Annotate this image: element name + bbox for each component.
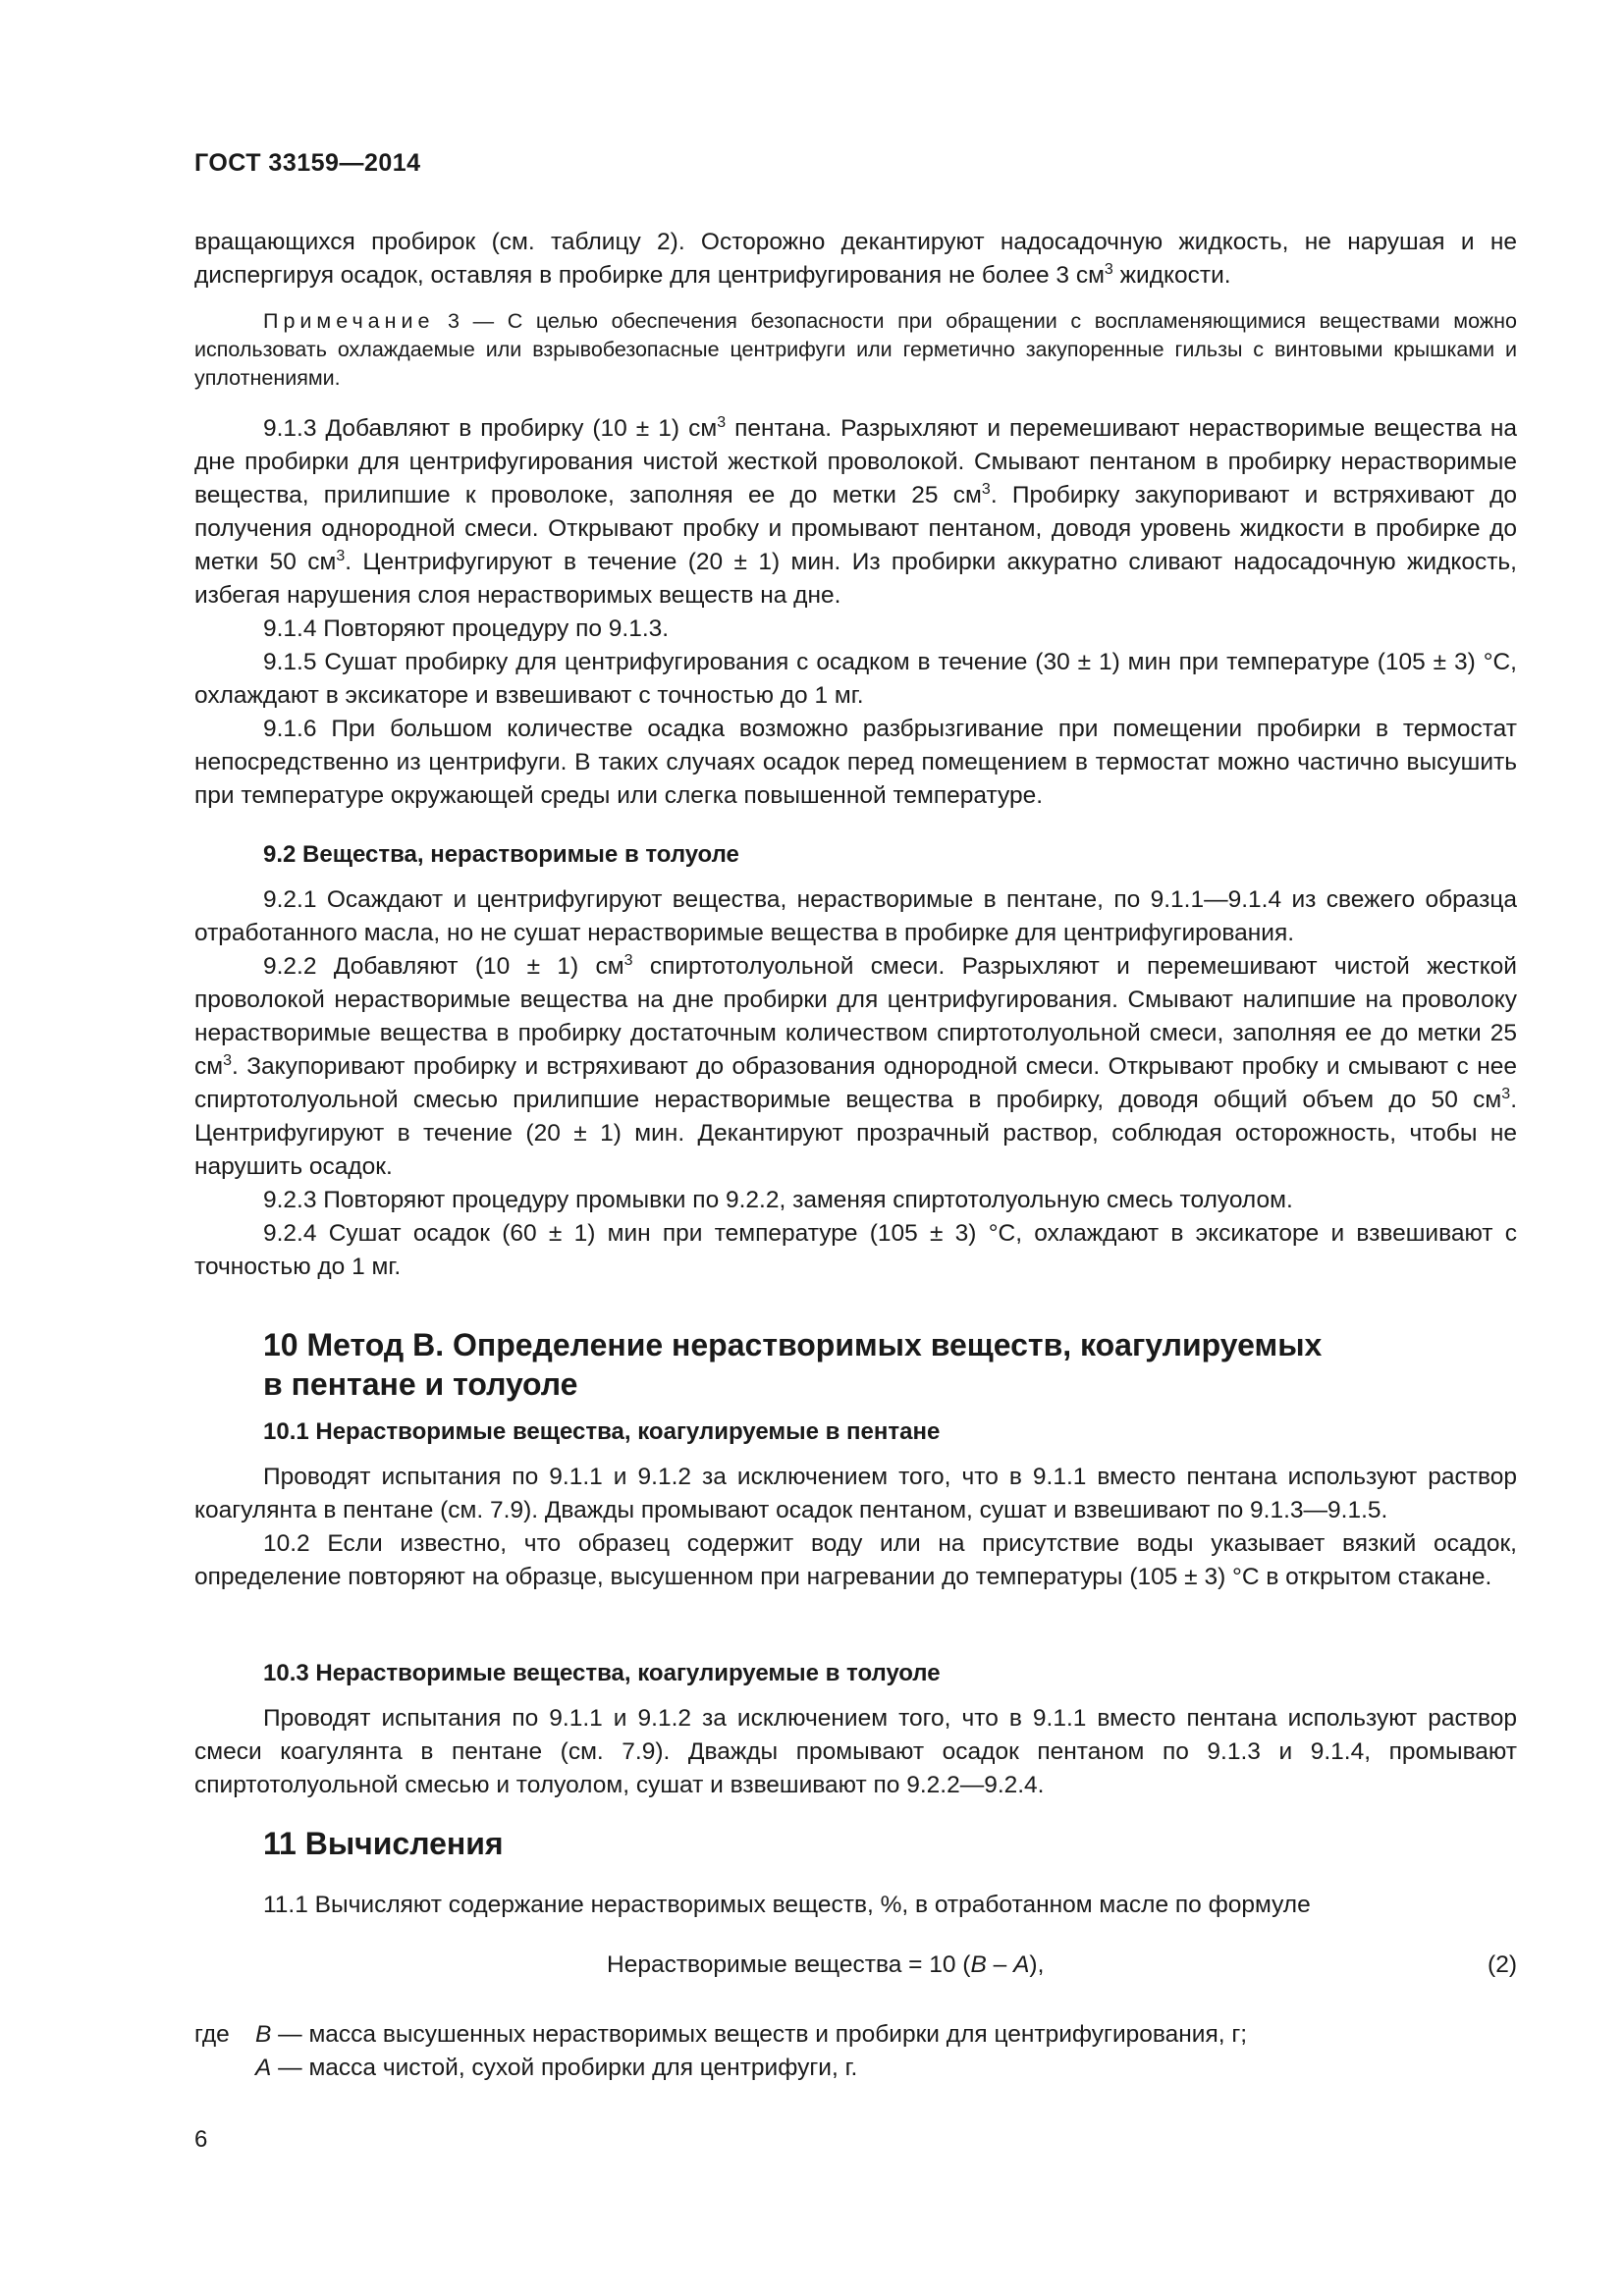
paragraph-9-2-3: 9.2.3 Повторяют процедуру промывки по 9.2.2, заменяя спиртотолуольную смесь толуолом. bbox=[263, 1187, 1293, 1213]
section-10 bbox=[194, 1415, 1517, 1594]
paragraph-9-2-1: 9.2.1 Осаждают и центрифугируют вещества, нерастворимые в пентане, по 9.1.1—9.1.4 из свежего образца отработанного масла, но не сушат нерастворимые вещества в пробирке для центрифугирования. bbox=[194, 886, 1517, 946]
paragraph-9-1-3: 9.1.3 Добавляют в пробирку (10 ± 1) $см^3$ пентана. Разрыхляют и перемешивают нерастворимые вещества на дне пробирки для центрифугирования чистой жесткой проволокой. Смывают пентаном в пробирку нерастворимые вещества, прилипшие к проволоке, заполняя ее до метки 25 $см^3$. Пробирку закупоривают и встряхивают до получения однородной смеси. Открывают пробку и промывают пентаном, доводя уровень жидкости в пробирке до метки 50 $см^3$. Центрифугируют в течение (20 ± 1) мин. Из пробирки аккуратно сливают надосадочную жидкость, избегая нарушения слоя нерастворимых веществ на дне. bbox=[194, 414, 1517, 609]
standard-header: ГОСТ 33159—2014 bbox=[194, 149, 421, 177]
paragraph-9-1-6: 9.1.6 При большом количестве осадка возможно разбрызгивание при помещении пробирки в термостат непосредственно из центрифуги. В таких случаях осадок перед помещением в термостат можно частично высушить при температуре окружающей среды или слегка повышенной температуре. bbox=[194, 716, 1517, 809]
page-number: 6 bbox=[194, 2126, 208, 2153]
section-9-1 bbox=[194, 412, 1517, 813]
section-11 bbox=[194, 1889, 1517, 1922]
paragraph-9-2-2: 9.2.2 Добавляют (10 ± 1) $см^3$ спиртотолуольной смеси. Разрыхляют и перемешивают чистой жесткой проволокой нерастворимые вещества на дне пробирки для центрифугирования. Смывают налипшие на проволоку нерастворимые вещества в пробирку достаточным количеством спиртотолуольной смеси, заполняя ее до метки 25 $см^3$. Закупоривают пробирку и встряхивают до образования однородной смеси. Открывают пробку и смывают с нее спиртотолуольной смесью прилипшие нерастворимые вещества в пробирку, доводя общий объем до 50 $см^3$. Центрифугируют в течение (20 ± 1) мин. Декантируют прозрачный раствор, соблюдая осторожность, чтобы не нарушить осадок. bbox=[194, 952, 1517, 1180]
intro-paragraph: вращающихся пробирок (см. таблицу 2). Осторожно декантируют надосадочную жидкость, не нарушая и не диспергируя осадок, оставляя в пробирке для центрифугирования не более 3 $см^3$ жидкости. bbox=[194, 229, 1517, 289]
formula-number: (2) bbox=[1488, 1951, 1517, 1978]
note-label: Примечание bbox=[263, 309, 435, 333]
formula-expression: Нерастворимые вещества = 10 (В – А), bbox=[607, 1951, 1045, 1978]
paragraph-10-3: Проводят испытания по 9.1.1 и 9.1.2 за исключением того, что в 9.1.1 вместо пентана используют раствор смеси коагулянта в пентане (см. 7.9). Дважды промывают осадок пентаном по 9.1.3 и 9.1.4, промывают спиртотолуольной смесью и толуолом, сушат и взвешивают по 9.2.2—9.2.4. bbox=[194, 1705, 1517, 1798]
section-10-1-title: 10.1 Нерастворимые вещества, коагулируемые в пентане bbox=[263, 1418, 941, 1445]
section-9-2 bbox=[194, 838, 1517, 1284]
paragraph-10-1: Проводят испытания по 9.1.1 и 9.1.2 за исключением того, что в 9.1.1 вместо пентана используют раствор коагулянта в пентане (см. 7.9). Дважды промывают осадок пентаном, сушат и взвешивают по 9.1.3—9.1.5. bbox=[194, 1464, 1517, 1523]
paragraph-9-2-4: 9.2.4 Сушат осадок (60 ± 1) мин при температуре (105 ± 3) °С, охлаждают в эксикаторе и взвешивают с точностью до 1 мг. bbox=[194, 1220, 1517, 1280]
legend-row-b: где В — масса высушенных нерастворимых веществ и пробирки для центрифугирования, г; bbox=[194, 2021, 1248, 2048]
section-10-title: 10 Метод В. Определение нерастворимых веществ, коагулируемых в пентане и толуоле bbox=[263, 1327, 1323, 1402]
paragraph-11-1: 11.1 Вычисляют содержание нерастворимых веществ, %, в отработанном масле по формуле bbox=[263, 1892, 1311, 1918]
paragraph-10-2: 10.2 Если известно, что образец содержит воду или на присутствие воды указывает вязкий осадок, определение повторяют на образце, высушенном при нагревании до температуры (105 ± 3) °С в открытом стакане. bbox=[194, 1530, 1517, 1590]
intro-section bbox=[194, 226, 1517, 293]
section-9-2-title: 9.2 Вещества, нерастворимые в толуоле bbox=[263, 841, 739, 868]
paragraph-9-1-4: 9.1.4 Повторяют процедуру по 9.1.3. bbox=[263, 615, 670, 642]
section-10-3 bbox=[194, 1657, 1517, 1802]
legend-row-a: А — масса чистой, сухой пробирки для центрифуги, г. bbox=[255, 2055, 858, 2081]
note-text: 3 — С целью обеспечения безопасности при обращении с воспламеняющимися веществами можно использовать охлаждаемые или взрывобезопасные центрифуги или герметично закупоренные гильзы с винтовыми крышками и уплотнениями. bbox=[194, 309, 1517, 390]
section-11-title: 11 Вычисления bbox=[263, 1826, 504, 1861]
formula-2 bbox=[194, 1951, 1517, 1985]
paragraph-9-1-5: 9.1.5 Сушат пробирку для центрифугирования с осадком в течение (30 ± 1) мин при температуре (105 ± 3) °С, охлаждают в эксикаторе и взвешивают с точностью до 1 мг. bbox=[194, 649, 1517, 709]
formula-legend bbox=[194, 2018, 1517, 2085]
note-3 bbox=[194, 307, 1517, 393]
section-10-3-title: 10.3 Нерастворимые вещества, коагулируемые в толуоле bbox=[263, 1660, 941, 1686]
